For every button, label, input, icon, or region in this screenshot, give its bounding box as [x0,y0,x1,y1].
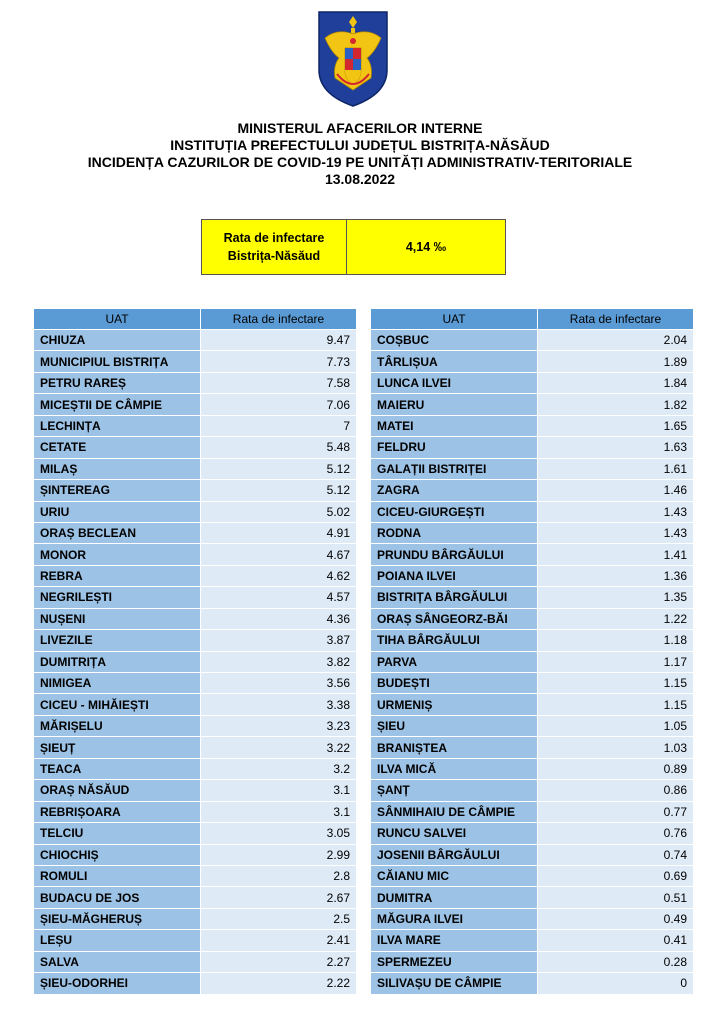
infection-rate-cell: 1.18 [538,630,694,651]
uat-name-cell: REBRIȘOARA [34,802,201,823]
uat-name-cell: LUNCA ILVEI [371,373,538,394]
uat-name-cell: SÂNMIHAIU DE CÂMPIE [371,802,538,823]
infection-rate-cell: 1.22 [538,609,694,630]
uat-name-cell: RODNA [371,523,538,544]
table-row [371,952,694,973]
table-row [371,416,694,437]
table-header-row [371,309,694,330]
infection-rate-cell: 1.63 [538,437,694,458]
infection-rate-cell: 3.87 [201,630,357,651]
table-row [371,694,694,715]
infection-rate-cell: 3.22 [201,737,357,758]
infection-rate-cell: 1.35 [538,587,694,608]
uat-name-cell: MĂRIȘELU [34,716,201,737]
infection-rate-cell: 1.43 [538,523,694,544]
uat-name-cell: LEȘU [34,930,201,951]
uat-name-cell: ORAȘ NĂSĂUD [34,780,201,801]
table-row [34,330,357,351]
table-row [371,351,694,372]
infection-rate-cell: 2.41 [201,930,357,951]
table-row [34,759,357,780]
table-row [371,437,694,458]
table-row [34,502,357,523]
table-row [371,523,694,544]
uat-name-cell: PRUNDU BÂRGĂULUI [371,544,538,565]
uat-name-cell: LIVEZILE [34,630,201,651]
infection-rate-cell: 2.67 [201,887,357,908]
uat-name-cell: TEACA [34,759,201,780]
uat-name-cell: MONOR [34,544,201,565]
uat-name-cell: JOSENII BÂRGĂULUI [371,845,538,866]
table-row [371,780,694,801]
county-rate-box [201,219,506,275]
infection-rate-cell: 7.73 [201,351,357,372]
infection-rate-cell: 4.36 [201,609,357,630]
table-row [34,802,357,823]
table-row [371,930,694,951]
infection-rate-cell: 0.28 [538,952,694,973]
uat-name-cell: RUNCU SALVEI [371,823,538,844]
table-row [34,930,357,951]
table-row [371,802,694,823]
infection-rate-cell: 1.61 [538,459,694,480]
uat-name-cell: BRANIȘTEA [371,737,538,758]
table-row [34,716,357,737]
report-date: 13.08.2022 [324,171,396,187]
uat-name-cell: TÂRLIȘUA [371,351,538,372]
uat-name-cell: ȘIEU-ODORHEI [34,973,201,994]
uat-name-cell: SILIVAȘU DE CÂMPIE [371,973,538,994]
table-row [371,973,694,994]
table-row [34,909,357,930]
infection-rate-cell: 2.5 [201,909,357,930]
table-row [371,673,694,694]
infection-rate-cell: 1.84 [538,373,694,394]
uat-name-cell: MATEI [371,416,538,437]
table-row [34,587,357,608]
infection-rate-cell: 7 [201,416,357,437]
table-row [34,523,357,544]
infection-rate-cell: 2.99 [201,845,357,866]
infection-rate-cell: 5.12 [201,480,357,501]
infection-rate-cell: 1.65 [538,416,694,437]
infection-rate-cell: 0.41 [538,930,694,951]
county-rate-value: 4,14 ‰ [405,240,447,254]
uat-name-cell: TELCIU [34,823,201,844]
uat-table-left-body [34,330,357,995]
infection-rate-cell: 5.48 [201,437,357,458]
infection-rate-cell: 1.36 [538,566,694,587]
infection-rate-cell: 0.74 [538,845,694,866]
table-row [371,630,694,651]
uat-name-cell: ȘANȚ [371,780,538,801]
uat-name-cell: PARVA [371,652,538,673]
uat-name-cell: NUȘENI [34,609,201,630]
uat-name-cell: ȘIEU-MĂGHERUȘ [34,909,201,930]
column-header-rate: Rata de infectare [538,309,694,330]
infection-rate-cell: 2.04 [538,330,694,351]
table-row [371,845,694,866]
uat-name-cell: CETATE [34,437,201,458]
uat-name-cell: ORAȘ SÂNGEORZ-BĂI [371,609,538,630]
table-row [34,480,357,501]
table-row [371,330,694,351]
table-row [34,845,357,866]
table-row [34,823,357,844]
table-row [34,952,357,973]
infection-rate-cell: 4.91 [201,523,357,544]
county-rate-label-line1: Rata de infectare [223,231,325,245]
table-row [34,544,357,565]
infection-rate-cell: 2.27 [201,952,357,973]
romania-coat-of-arms-icon [315,8,391,108]
prefecture-title: INSTITUȚIA PREFECTULUI JUDEȚUL BISTRIȚA-NĂSĂUD [170,137,550,153]
infection-rate-cell: 5.02 [201,502,357,523]
infection-rate-cell: 3.1 [201,802,357,823]
infection-rate-cell: 4.67 [201,544,357,565]
infection-rate-cell: 7.58 [201,373,357,394]
column-header-uat: UAT [371,309,538,330]
table-row [371,609,694,630]
table-row [34,351,357,372]
uat-name-cell: URIU [34,502,201,523]
uat-name-cell: GALAȚII BISTRIȚEI [371,459,538,480]
table-row [34,973,357,994]
infection-rate-cell: 3.56 [201,673,357,694]
uat-name-cell: BUDEȘTI [371,673,538,694]
column-header-rate: Rata de infectare [201,309,357,330]
infection-rate-cell: 3.1 [201,780,357,801]
infection-rate-cell: 0.49 [538,909,694,930]
uat-name-cell: SPERMEZEU [371,952,538,973]
table-row [371,566,694,587]
table-row [34,416,357,437]
uat-name-cell: REBRA [34,566,201,587]
ministry-title: MINISTERUL AFACERILOR INTERNE [237,120,483,136]
table-row [34,630,357,651]
infection-rate-cell: 4.62 [201,566,357,587]
table-row [34,609,357,630]
uat-name-cell: CHIUZA [34,330,201,351]
table-row [34,394,357,415]
uat-name-cell: NIMIGEA [34,673,201,694]
infection-rate-cell: 1.43 [538,502,694,523]
table-row [371,909,694,930]
table-row [34,866,357,887]
uat-name-cell: URMENIȘ [371,694,538,715]
uat-name-cell: CĂIANU MIC [371,866,538,887]
uat-name-cell: NEGRILEȘTI [34,587,201,608]
uat-name-cell: MICEȘTII DE CÂMPIE [34,394,201,415]
table-row [371,737,694,758]
table-row [371,502,694,523]
table-row [34,737,357,758]
table-row [34,780,357,801]
uat-name-cell: PETRU RAREȘ [34,373,201,394]
infection-rate-cell: 2.8 [201,866,357,887]
uat-name-cell: MILAȘ [34,459,201,480]
table-row [371,373,694,394]
county-rate-label-line2: Bistrița-Năsăud [227,249,321,263]
table-header-row [34,309,357,330]
county-rate-label [202,220,347,274]
uat-name-cell: ȘIEUȚ [34,737,201,758]
table-row [34,887,357,908]
uat-name-cell: CHIOCHIȘ [34,845,201,866]
infection-rate-cell: 3.05 [201,823,357,844]
infection-rate-cell: 1.15 [538,673,694,694]
infection-rate-cell: 0.69 [538,866,694,887]
table-row [371,459,694,480]
table-row [34,673,357,694]
uat-name-cell: COȘBUC [371,330,538,351]
uat-name-cell: ORAȘ BECLEAN [34,523,201,544]
table-row [371,394,694,415]
uat-name-cell: MĂGURA ILVEI [371,909,538,930]
table-row [34,566,357,587]
uat-name-cell: LECHINȚA [34,416,201,437]
table-row [371,887,694,908]
uat-table-right [371,309,694,995]
infection-rate-cell: 0.76 [538,823,694,844]
table-row [34,652,357,673]
uat-name-cell: CICEU-GIURGEȘTI [371,502,538,523]
uat-name-cell: MAIERU [371,394,538,415]
document-header [0,120,720,188]
uat-name-cell: ROMULI [34,866,201,887]
infection-rate-cell: 1.41 [538,544,694,565]
infection-rate-cell: 1.82 [538,394,694,415]
uat-name-cell: BUDACU DE JOS [34,887,201,908]
uat-table-right-body [371,330,694,995]
table-row [371,823,694,844]
infection-rate-cell: 1.15 [538,694,694,715]
table-row [371,544,694,565]
infection-rate-cell: 3.38 [201,694,357,715]
infection-rate-cell: 5.12 [201,459,357,480]
table-row [371,652,694,673]
table-row [371,866,694,887]
table-row [371,759,694,780]
infection-rate-cell: 0 [538,973,694,994]
table-row [371,716,694,737]
infection-rate-cell: 3.82 [201,652,357,673]
uat-name-cell: ȘIEU [371,716,538,737]
table-row [34,437,357,458]
uat-name-cell: BISTRIȚA BÂRGĂULUI [371,587,538,608]
uat-name-cell: ILVA MICĂ [371,759,538,780]
infection-rate-cell: 4.57 [201,587,357,608]
infection-rate-cell: 1.03 [538,737,694,758]
infection-rate-cell: 1.46 [538,480,694,501]
infection-rate-cell: 2.22 [201,973,357,994]
uat-name-cell: ILVA MARE [371,930,538,951]
uat-name-cell: DUMITRA [371,887,538,908]
report-title: INCIDENȚA CAZURILOR DE COVID-19 PE UNITĂȚI ADMINISTRATIV-TERITORIALE [87,154,633,170]
infection-rate-cell: 1.17 [538,652,694,673]
uat-name-cell: SALVA [34,952,201,973]
uat-name-cell: POIANA ILVEI [371,566,538,587]
uat-name-cell: CICEU - MIHĂIEȘTI [34,694,201,715]
infection-rate-cell: 7.06 [201,394,357,415]
uat-name-cell: ZAGRA [371,480,538,501]
table-row [371,587,694,608]
uat-table-left [34,309,357,995]
table-row [34,373,357,394]
infection-rate-cell: 0.77 [538,802,694,823]
table-row [34,694,357,715]
uat-name-cell: TIHA BÂRGĂULUI [371,630,538,651]
infection-rate-cell: 1.05 [538,716,694,737]
table-row [371,480,694,501]
column-header-uat: UAT [34,309,201,330]
table-row [34,459,357,480]
infection-rate-cell: 9.47 [201,330,357,351]
uat-name-cell: MUNICIPIUL BISTRIȚA [34,351,201,372]
infection-rate-cell: 3.2 [201,759,357,780]
infection-rate-cell: 0.86 [538,780,694,801]
uat-name-cell: DUMITRIȚA [34,652,201,673]
uat-name-cell: ȘINTEREAG [34,480,201,501]
infection-rate-cell: 1.89 [538,351,694,372]
uat-name-cell: FELDRU [371,437,538,458]
infection-rate-cell: 3.23 [201,716,357,737]
infection-rate-cell: 0.89 [538,759,694,780]
infection-rate-cell: 0.51 [538,887,694,908]
